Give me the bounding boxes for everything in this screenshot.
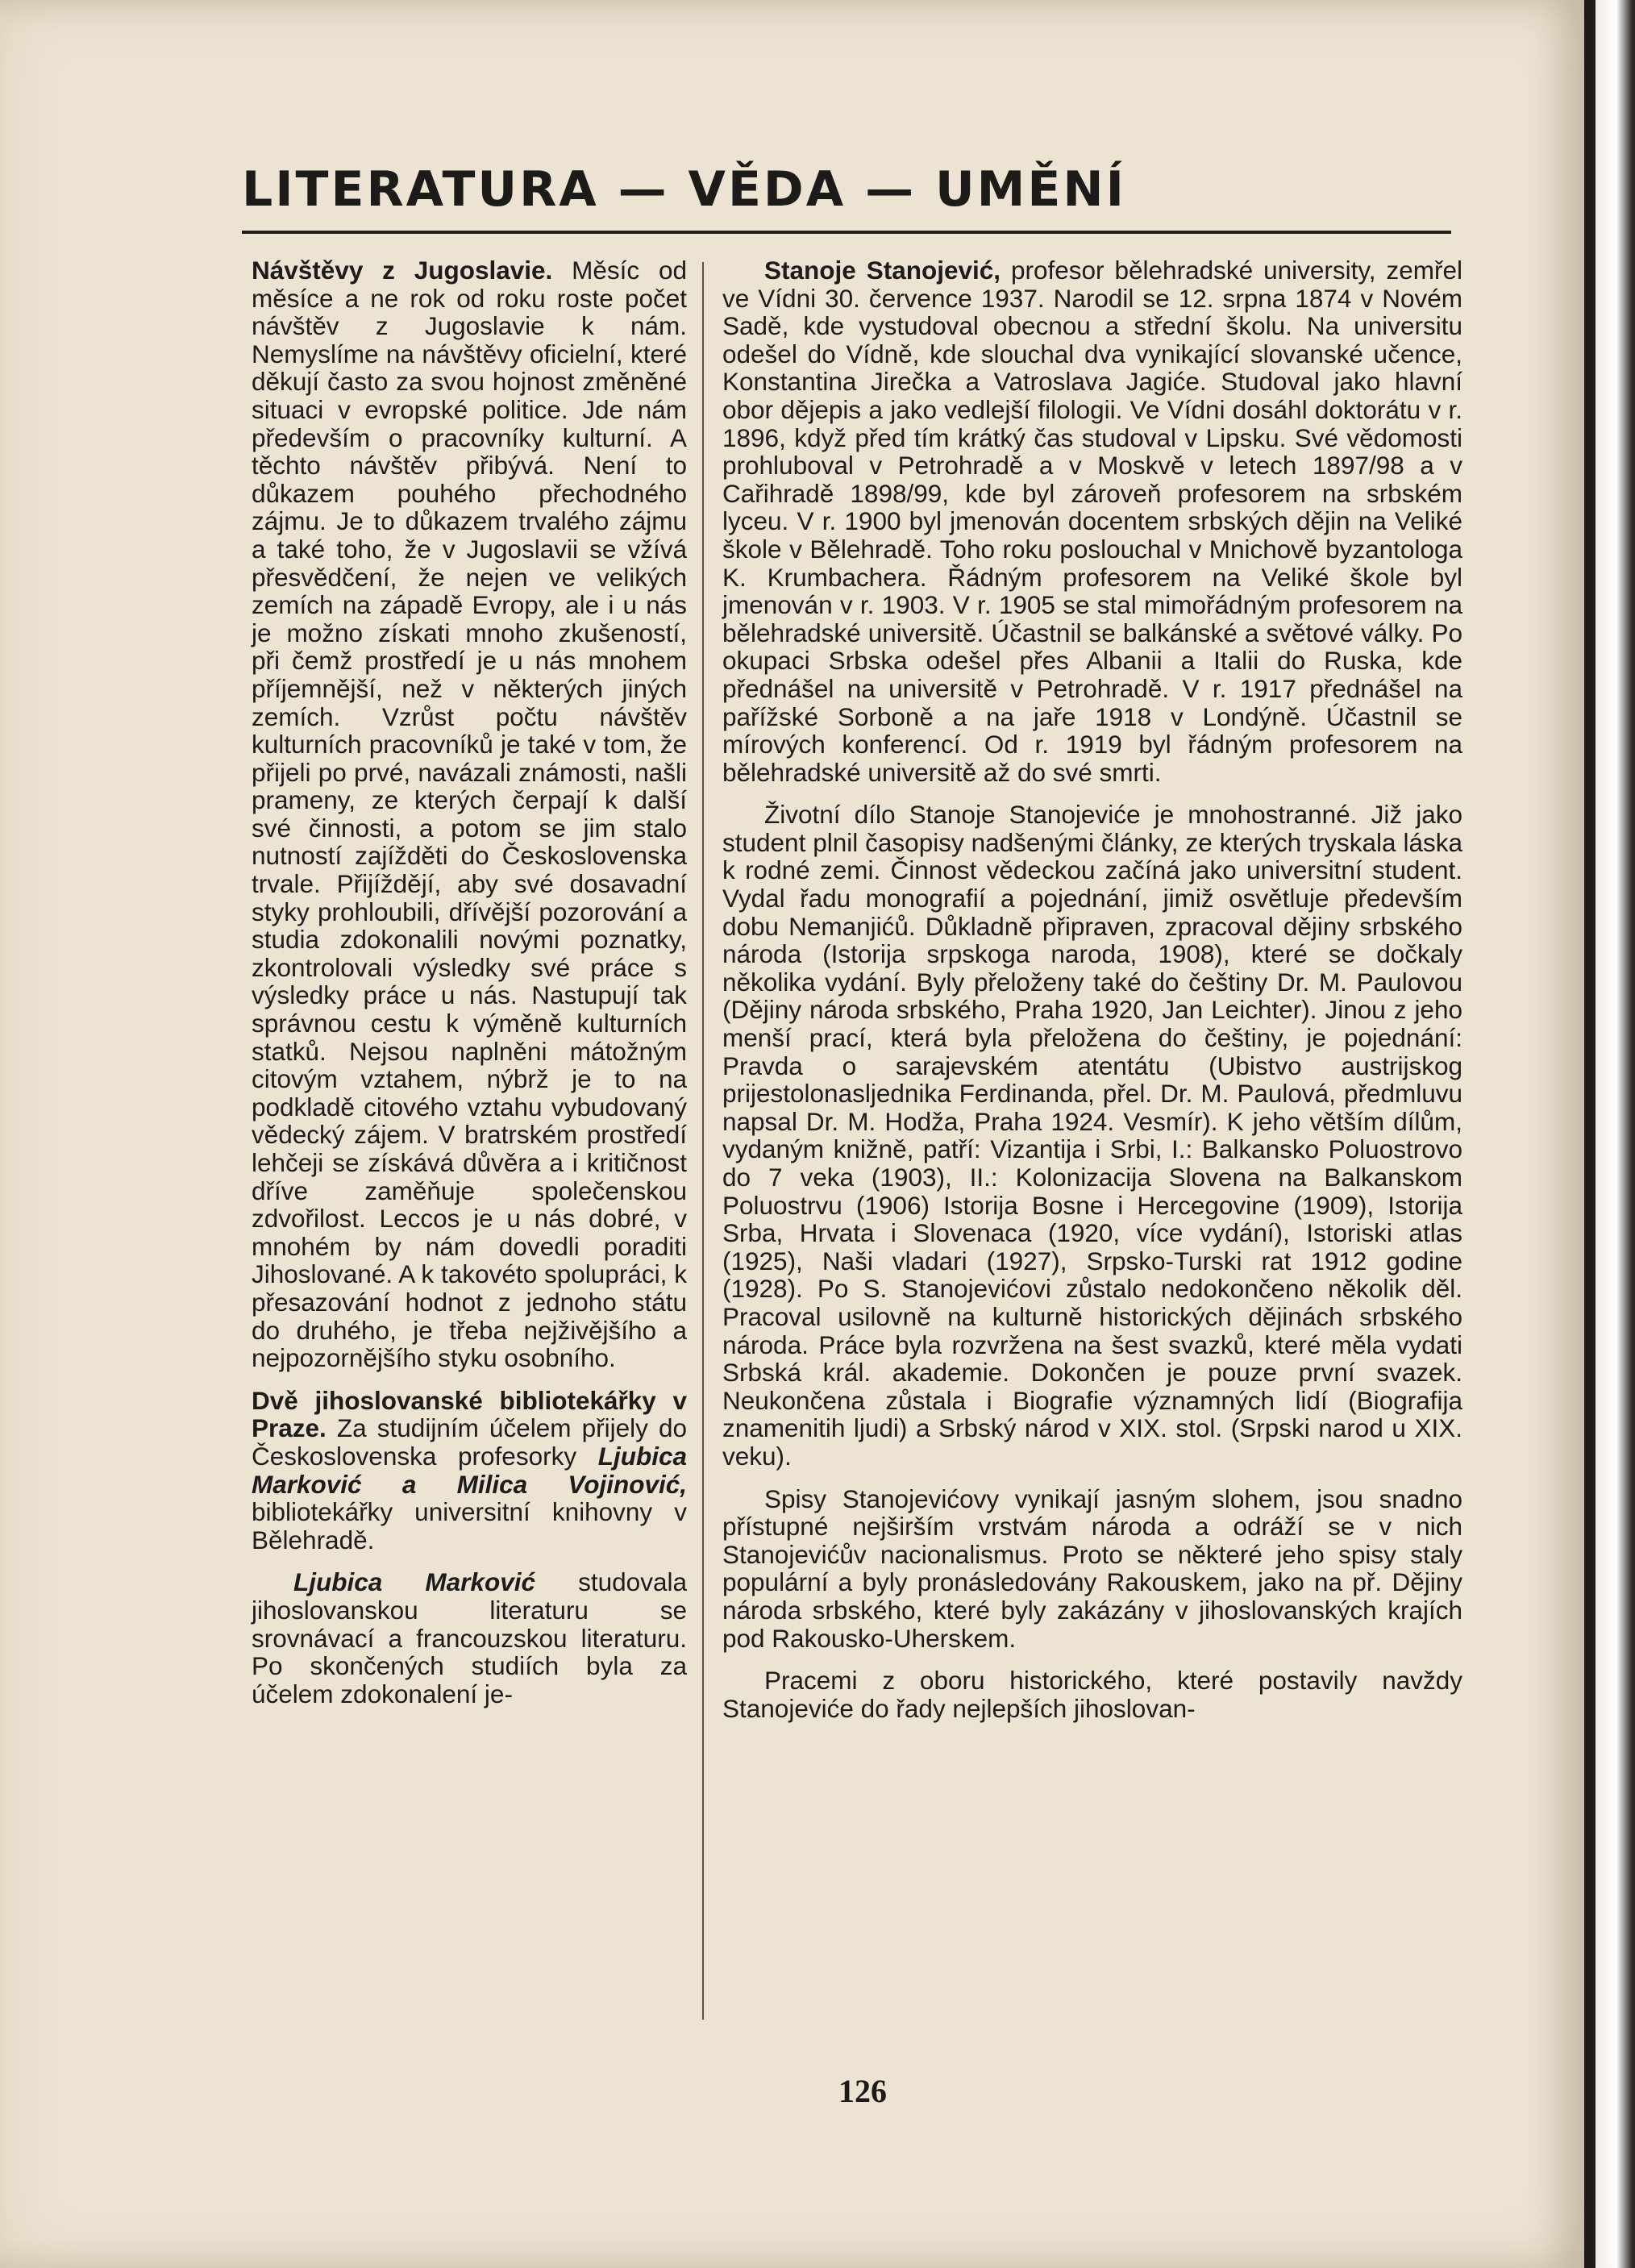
article-paragraph: Spisy Stanojevićovy vynikají jasným slohem, jsou snadno přístupné nejširším vrstvám národa a odráží se v nich Stanojevićův nacionalismus. Proto se některé jeho spisy staly populární a byly pronásledovány Rakouskem, jako na př. Dějiny národa srbského, které byly zakázány v jihoslovanských krajích pod Rakousko-Uherskem. — [722, 1484, 1462, 1653]
article-stanojevic — [722, 256, 1462, 786]
article-body: bibliotekářky universitní knihovny v Bělehradě. — [252, 1497, 687, 1554]
section-heading: LITERATURA — VĚDA — UMĚNÍ — [242, 161, 1126, 218]
article-lead: Stanoje Stanojević, — [764, 256, 1001, 285]
column-divider — [702, 262, 704, 2020]
article-body: studovala jihoslovanskou literaturu se srovnávací a francouzskou literaturu. Po skončených studiích byla za účelem zdokonalení je- — [252, 1567, 687, 1708]
article-markovic — [252, 1568, 687, 1708]
left-column — [252, 256, 687, 2014]
article-lead: Dvě jihoslovanské bibliotekářky v Praze. — [252, 1385, 687, 1443]
page-edge — [1584, 0, 1635, 2268]
right-column — [722, 256, 1462, 2014]
person-names: Ljubica Marković a Milica Vojinović, — [252, 1441, 687, 1499]
article-librarians — [252, 1387, 687, 1554]
article-body: profesor bělehradské university, zemřel ve Vídni 30. července 1937. Narodil se 12. srpna 1874 v Novém Sadě, kde vystudoval obecnou a střední školu. Na universitu odešel do Vídně, kde slouchal dva vynikající slovanské učence, Konstantina Jirečka a Vatroslava Jagiće. Studoval jako hlavní obor dějepis a jako vedlejší filologii. Ve Vídni dosáhl doktorátu v r. 1896, když před tím krátký čas studoval v Lipsku. Své vědomosti prohluboval v Petrohradě a v Moskvě v letech 1897/98 a v Cařihradě 1898/99, kde byl zároveň profesorem na srbském lyceu. V r. 1900 byl jmenován docentem srbských dějin na Veliké škole v Bělehradě. Toho roku poslouchal v Mnichově byzantologa K. Krumbachera. Řádným profesorem na Veliké škole byl jmenován v r. 1903. V r. 1905 se stal mimořádným profesorem na bělehradské universitě. Účastnil se balkánské a světové války. Po okupaci Srbska odešel přes Albanii a Italii do Ruska, kde přednášel na universitě v Petrohradě. V r. 1917 přednášel na pařížské Sorboně a na jaře 1918 v Londýně. Účastnil se mírových konferencí. Od r. 1919 byl řádným profesorem na bělehradské universitě až do své smrti. — [722, 256, 1462, 787]
heading-rule — [242, 231, 1451, 234]
page-number: 126 — [838, 2073, 887, 2109]
person-name: Ljubica Marković — [293, 1567, 535, 1597]
article-body: Měsíc od měsíce a ne rok od roku roste počet návštěv z Jugoslavie k nám. Nemyslíme na návštěvy oficielní, které děkují často za svou hojnost změněné situaci v evropské politice. Jde nám především o pracovníky kulturní. A těchto návštěv přibývá. Není to důkazem pouhého přechodného zájmu. Je to důkazem trvalého zájmu a také toho, že v Jugoslavii se vžívá přesvědčení, že nejen ve velikých zemích na západě Evropy, ale i u nás je možno získati mnoho zkušeností, při čemž prostředí je u nás mnohem příjemnější, než v některých jiných zemích. Vzrůst počtu návštěv kulturních pracovníků je také v tom, že přijeli po prvé, navázali známosti, našli prameny, ze kterých čerpají k další své činnosti, a potom se jim stalo nutností zajížděti do Československa trvale. Přijíždějí, aby své dosavadní styky prohloubili, dřívější pozorování a studia zdokonalili novými poznatky, zkontrolovali výsledky své práce s výsledky práce u nás. Nastupují tak správnou cestu k výměně kulturních statků. Nejsou naplněni mátožným citovým vztahem, nýbrž je to na podkladě citového vztahu vybudovaný vědecký zájem. V bratrském prostředí lehčeji se získává důvěra a i kritičnost dříve zaměňuje společenskou zdvořilost. Leccos je u nás dobré, v mnohém by nám dovedli poraditi Jihoslované. A k takovéto spolupráci, k přesazování hodnot z jednoho státu do druhého, je třeba nejživějšího a nejpozornějšího styku osobního. — [252, 256, 687, 1373]
article-paragraph: Pracemi z oboru historického, které postavily navždy Stanojeviće do řady nejlepších jihoslovan- — [722, 1666, 1462, 1723]
article-jugoslavia-visits — [252, 256, 687, 1372]
article-body: Za studijním účelem přijely do Československa profesorky — [252, 1413, 687, 1471]
article-lead: Návštěvy z Jugoslavie. — [252, 256, 553, 285]
article-paragraph: Životní dílo Stanoje Stanojeviće je mnohostranné. Již jako student plnil časopisy nadšenými články, ze kterých tryskala láska k rodné zemi. Činnost vědeckou začíná jako universitní student. Vydal řadu monografií a pojednání, jimiž osvětluje především dobu Nemanjićů. Důkladně připraven, zpracoval dějiny srbského národa (Istorija srpskoga naroda, 1908), které se dočkaly několika vydání. Byly přeloženy také do češtiny Dr. M. Paulovou (Dějiny národa srbského, Praha 1920, Jan Leichter). Jinou z jeho menší prací, která byla přeložena do češtiny, je pojednání: Pravda o sarajevském atentátu (Ubistvo austrijskog prijestolonaslјednika Ferdinanda, přel. Dr. M. Paulová, předmluvu napsal Dr. M. Hodža, Praha 1924. Vesmír). K jeho větším dílům, vydaným knižně, patří: Vizantija i Srbi, I.: Balkansko Poluostrovo do 7 veka (1903), II.: Kolonizacija Slovena na Balkanskom Poluostrvu (1906) Istorija Bosne i Hercegovine (1909), Istorija Srba, Hrvata i Slovenaca (1920, více vydání), Istoriski atlas (1925), Naši vladari (1927), Srpsko-Turski rat 1912 godine (1928). Po S. Stanojevićovi zůstalo nedokončeno několik děl. Pracoval usilovně na kulturně historických dějinách srbského národa. Práce byla rozvržena na šest svazků, které měla vydati Srbská král. akademie. Dokončen je pouze první svazek. Neukončena zůstala i Biografie významných lidí (Biografija znamenitih ljudi) a Srbský národ v XIX. stol. (Srpski narod u XIX. veku). — [722, 800, 1462, 1471]
